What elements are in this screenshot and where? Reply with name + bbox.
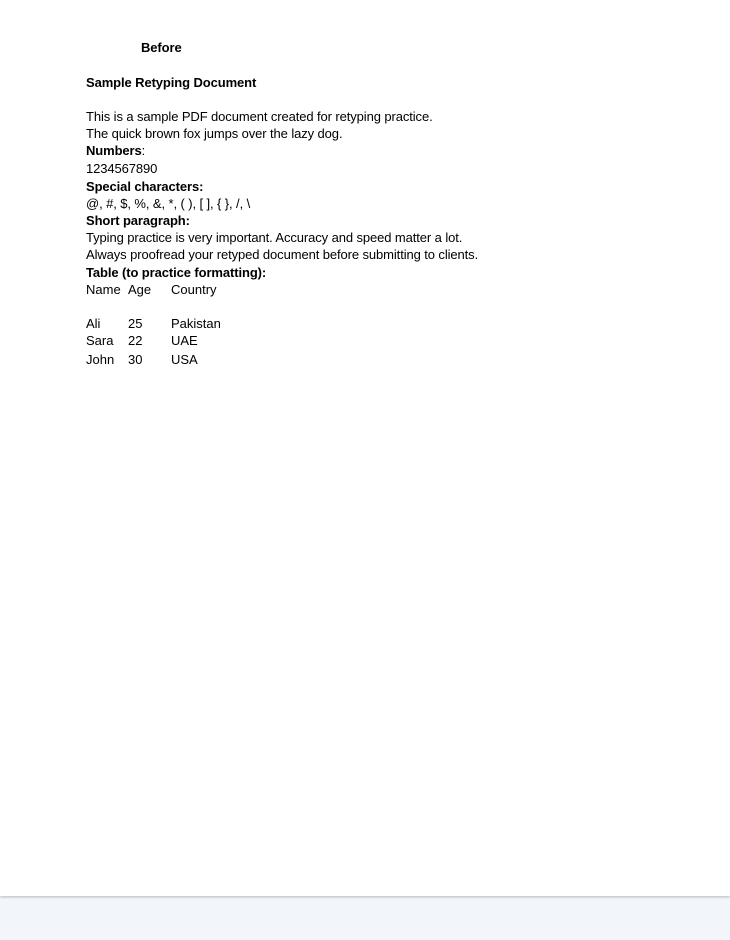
before-label: Before bbox=[141, 40, 182, 55]
table-cell: UAE bbox=[171, 333, 198, 348]
numbers-heading: Numbers bbox=[86, 143, 142, 158]
table-cell: Pakistan bbox=[171, 316, 221, 331]
intro-line-1: This is a sample PDF document created for retyping practice. bbox=[86, 109, 433, 124]
document-title: Sample Retyping Document bbox=[86, 75, 257, 90]
paragraph-line-1: Typing practice is very important. Accuracy and speed matter a lot. bbox=[86, 230, 463, 245]
numbers-value: 1234567890 bbox=[86, 161, 158, 176]
table-cell: USA bbox=[171, 352, 198, 367]
table-cell: 22 bbox=[128, 333, 143, 348]
table-cell: 30 bbox=[128, 352, 143, 367]
special-characters-value: @, #, $, %, &, *, ( ), [ ], { }, /, \ bbox=[86, 196, 251, 211]
intro-line-2: The quick brown fox jumps over the lazy dog. bbox=[86, 126, 343, 141]
table-cell: Sara bbox=[86, 333, 114, 348]
short-paragraph-heading: Short paragraph: bbox=[86, 213, 190, 228]
table-cell: 25 bbox=[128, 316, 143, 331]
table-header-country: Country bbox=[171, 282, 217, 297]
table-cell: John bbox=[86, 352, 115, 367]
table-header-name: Name bbox=[86, 282, 121, 297]
paragraph-line-2: Always proofread your retyped document before submitting to clients. bbox=[86, 247, 479, 262]
numbers-heading-line bbox=[86, 143, 145, 159]
numbers-colon: : bbox=[141, 143, 146, 158]
table-cell: Ali bbox=[86, 316, 101, 331]
special-characters-heading: Special characters: bbox=[86, 179, 204, 194]
viewer-bottom-area bbox=[0, 899, 730, 940]
table-header-age: Age bbox=[128, 282, 152, 297]
table-heading: Table (to practice formatting): bbox=[86, 265, 267, 280]
